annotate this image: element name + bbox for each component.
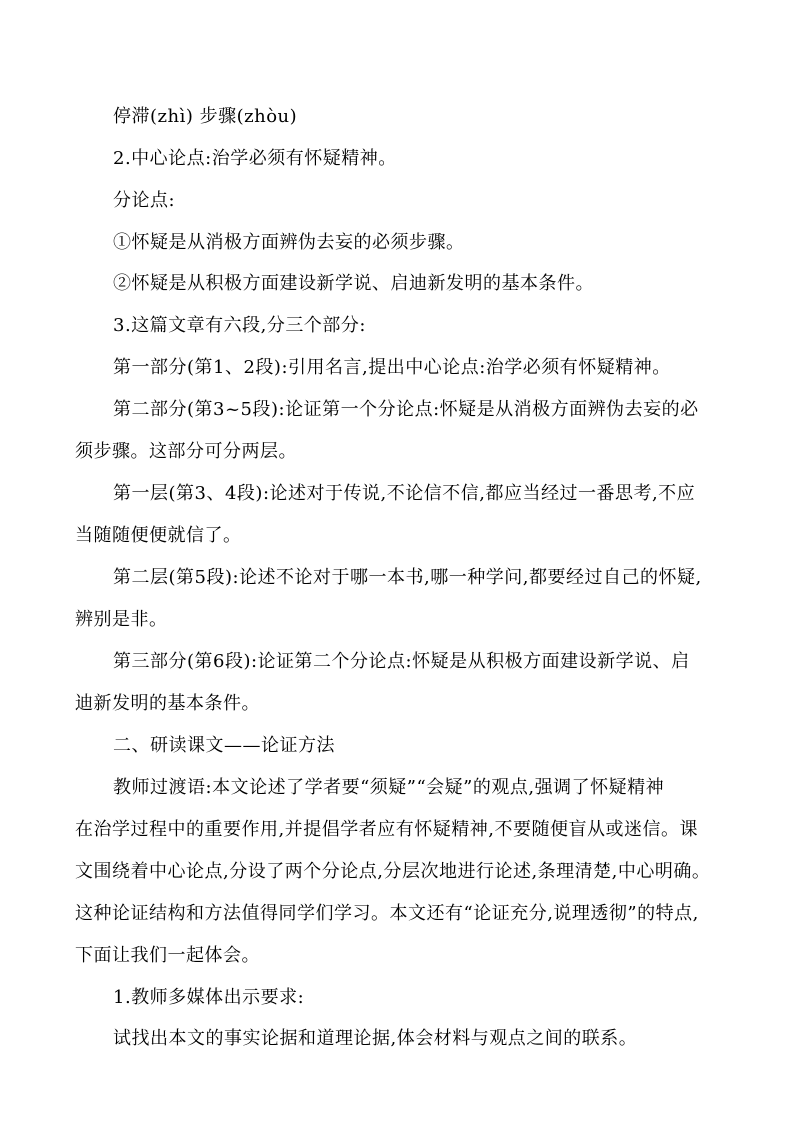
transition-line-5: 下面让我们一起体会。: [75, 945, 260, 966]
part-two-line-1: 第二部分(第3~5段):论证第一个分论点:怀疑是从消极方面辨伪去妄的必: [113, 399, 699, 420]
section-heading: 二、研读课文——论证方法: [113, 735, 335, 756]
sub-thesis-heading: 分论点:: [113, 190, 176, 211]
layer-two-line-2: 辨别是非。: [75, 609, 168, 630]
layer-one-line-1: 第一层(第3、4段):论述对于传说,不论信不信,都应当经过一番思考,不应: [113, 483, 696, 504]
sub-thesis-1: ①怀疑是从消极方面辨伪去妄的必须步骤。: [113, 232, 465, 253]
part-two-line-2: 须步骤。这部分可分两层。: [75, 441, 297, 462]
transition-line-3: 文围绕着中心论点,分设了两个分论点,分层次地进行论述,条理清楚,中心明确。: [75, 861, 711, 882]
sub-thesis-2: ②怀疑是从积极方面建设新学说、启迪新发明的基本条件。: [113, 273, 594, 294]
transition-line-4: 这种论证结构和方法值得同学们学习。本文还有“论证充分,说理透彻”的特点,: [75, 903, 699, 924]
layer-two-line-1: 第二层(第5段):论述不论对于哪一本书,哪一种学问,都要经过自己的怀疑,: [113, 567, 702, 588]
layer-one-line-2: 当随随便便就信了。: [75, 525, 242, 546]
requirement-heading: 1.教师多媒体出示要求:: [113, 987, 305, 1008]
transition-line-1: 教师过渡语:本文论述了学者要“须疑”“会疑”的观点,强调了怀疑精神: [113, 777, 665, 798]
part-three-line-1: 第三部分(第6段):论证第二个分论点:怀疑是从积极方面建设新学说、启: [113, 651, 690, 672]
transition-line-2: 在治学过程中的重要作用,并提倡学者应有怀疑精神,不要随便盲从或迷信。课: [75, 819, 698, 840]
central-thesis-line: 2.中心论点:治学必须有怀疑精神。: [113, 148, 397, 169]
part-three-line-2: 迪新发明的基本条件。: [75, 693, 260, 714]
pinyin-line: 停滞(zhì) 步骤(zhòu): [113, 106, 298, 127]
requirement-line: 试找出本文的事实论据和道理论据,体会材料与观点之间的联系。: [113, 1028, 638, 1049]
part-one-line: 第一部分(第1、2段):引用名言,提出中心论点:治学必须有怀疑精神。: [113, 357, 671, 378]
structure-heading: 3.这篇文章有六段,分三个部分:: [113, 315, 366, 336]
